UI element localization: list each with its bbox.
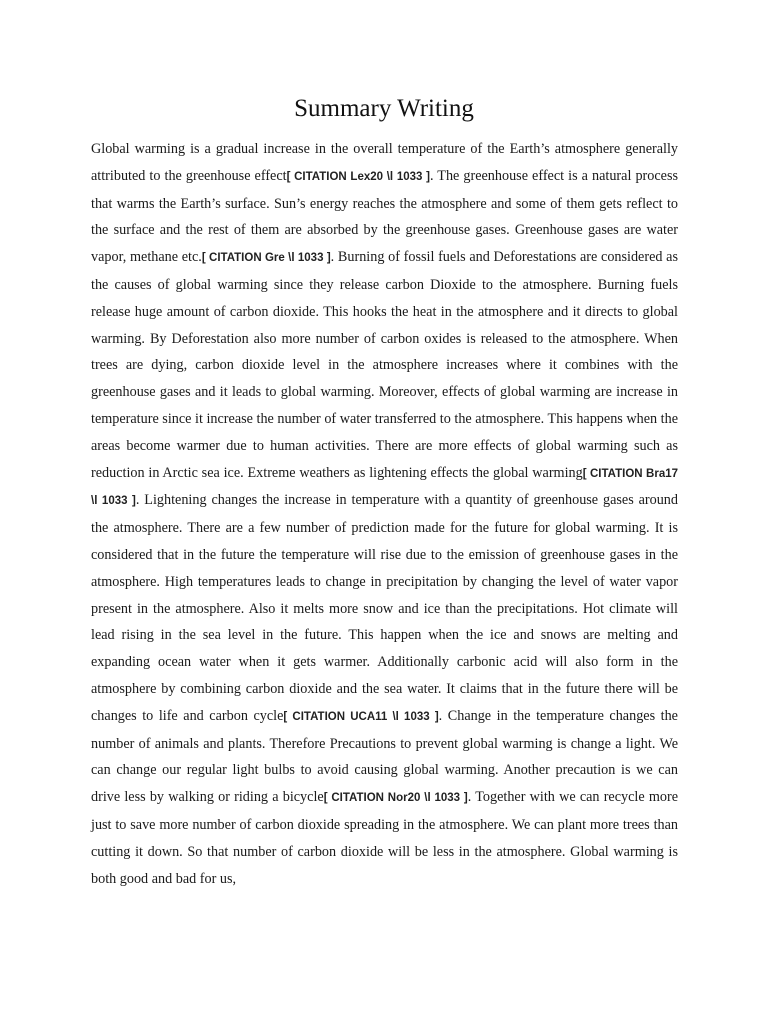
citation-field: [ CITATION Nor20 \l 1033 ]	[323, 792, 468, 805]
citation-field: [ CITATION Bra17 \l 1033 ]	[91, 467, 679, 508]
paragraph-text: . Lightening changes the increase in temperature with a quantity of greenhouse gases around the atmosphere. There are a few number of prediction made for the future for global warming. It is considered that in the future the temperature will rise due to the emission of greenhouse gases in the atmosphere. High temperatures leads to change in precipitation by changing the level of water vapor present in the atmosphere. Also it melts more snow and ice than the precipitations. Hot climate will lead rising in the sea level in the future. This happen when the ice and snows are melting and expanding ocean water when it gets warmer. Additionally carbonic acid will also form in the atmosphere by combining carbon dioxide and the sea water. It claims that in the future there will be changes to life and carbon cycle	[91, 492, 678, 724]
body-paragraph	[91, 136, 678, 892]
citation-field: [ CITATION UCA11 \l 1033 ]	[283, 710, 439, 723]
citation-field: [ CITATION Gre \l 1033 ]	[201, 252, 331, 265]
paragraph-text: . Change in the temperature changes the number of animals and plants. Therefore Precautions to prevent global warming is change a light. We can change our regular light bulbs to avoid causing global warming. Another precaution is we can drive less by walking or riding a bicycle	[91, 707, 678, 806]
citation-field: [ CITATION Lex20 \l 1033 ]	[286, 170, 430, 183]
document-title: Summary Writing	[294, 95, 474, 122]
paragraph-text: . The greenhouse effect is a natural process that warms the Earth’s surface. Sun’s energy reaches the atmosphere and some of them gets reflect to the surface and the rest of them are absorbed by the greenhouse gases. Greenhouse gases are water vapor, methane etc.	[91, 167, 678, 266]
paragraph-text: . Burning of fossil fuels and Deforestations are considered as the causes of global warming since they release carbon Dioxide to the atmosphere. Burning fuels release huge amount of carbon dioxide. This hooks the heat in the atmosphere and it directs to global warming. By Deforestation also more number of carbon oxides is released to the atmosphere. When trees are dying, carbon dioxide level in the atmosphere increases where it combines with the greenhouse gases and it leads to global warming. Moreover, effects of global warming are increase in temperature since it increase the number of water transferred to the atmosphere. This happens when the areas become warmer due to human activities. There are more effects of global warming such as reduction in Arctic sea ice. Extreme weathers as lightening effects the global warming	[91, 249, 678, 481]
paragraph-text: . Together with we can recycle more just to save more number of carbon dioxide spreading in the atmosphere. We can plant more trees than cutting it down. So that number of carbon dioxide will be less in the atmosphere. Global warming is both good and bad for us,	[91, 789, 679, 887]
paragraph-text: Global warming is a gradual increase in the overall temperature of the Earth’s atmosphere generally attributed to the greenhouse effect	[91, 141, 678, 184]
